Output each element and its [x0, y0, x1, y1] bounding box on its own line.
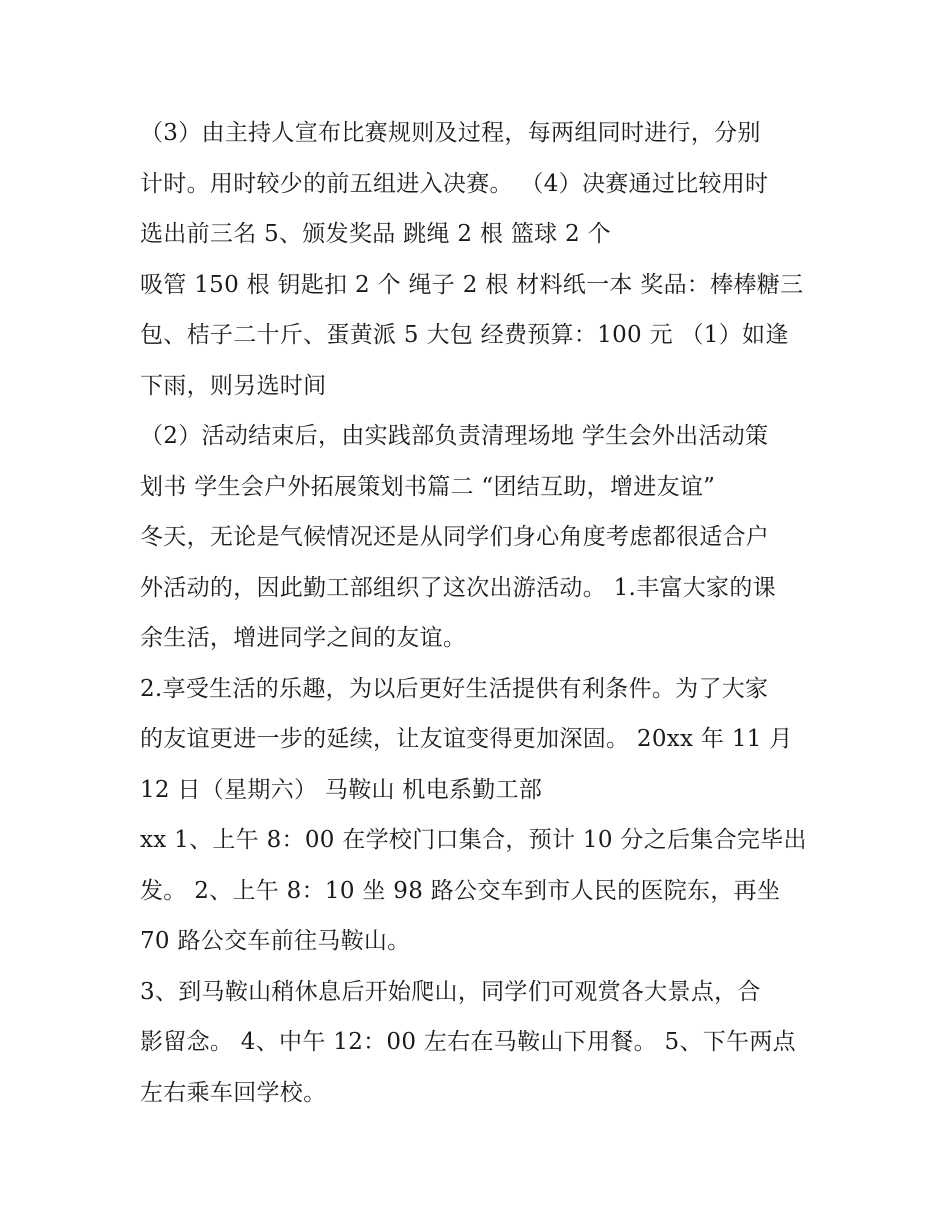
text-line: 左右乘车回学校。	[140, 1079, 327, 1106]
text-line: 包、桔子二十斤、蛋黄派 5 大包 经费预算：100 元 （1）如逢	[140, 322, 789, 348]
text-line: 外活动的，因此勤工部组织了这次出游活动。 1.丰富大家的课	[140, 574, 776, 601]
text-line: 发。 2、上午 8：10 坐 98 路公交车到市人民的医院东，再坐	[140, 877, 781, 904]
text-line: 12 日（星期六） 马鞍山 机电系勤工部	[140, 776, 543, 803]
text-line: 70 路公交车前往马鞍山。	[140, 928, 411, 954]
text-line: 冬天，无论是气候情况还是从同学们身心角度考虑都很适合户	[140, 524, 770, 550]
text-line: 划书 学生会户外拓展策划书篇二 “团结互助，增进友谊”	[140, 473, 716, 500]
document-body	[140, 108, 820, 1118]
text-line: 选出前三名 5、颁发奖品 跳绳 2 根 篮球 2 个	[140, 221, 611, 247]
text-line: 余生活，增进同学之间的友谊。	[140, 625, 467, 651]
text-line: xx 1、上午 8：00 在学校门口集合，预计 10 分之后集合完毕出	[140, 827, 807, 853]
text-line: 吸管 150 根 钥匙扣 2 个 绳子 2 根 材料纸一本 奖品：棒棒糖三	[140, 271, 804, 298]
text-line: （2）活动结束后，由实践部负责清理场地 学生会外出活动策	[140, 423, 769, 449]
text-line: 计时。用时较少的前五组进入决赛。 （4）决赛通过比较用时	[140, 170, 769, 197]
text-line: 3、到马鞍山稍休息后开始爬山，同学们可观赏各大景点，合	[140, 978, 761, 1005]
text-line: 影留念。 4、中午 12：00 左右在马鞍山下用餐。 5、下午两点	[140, 1029, 796, 1055]
text-line: 2.享受生活的乐趣，为以后更好生活提供有利条件。为了大家	[140, 675, 769, 702]
text-line: 的友谊更进一步的延续，让友谊变得更加深固。 20xx 年 11 月	[140, 726, 793, 752]
text-line: （3）由主持人宣布比赛规则及过程，每两组同时进行，分别	[140, 120, 761, 146]
text-line: 下雨，则另选时间	[140, 372, 327, 399]
